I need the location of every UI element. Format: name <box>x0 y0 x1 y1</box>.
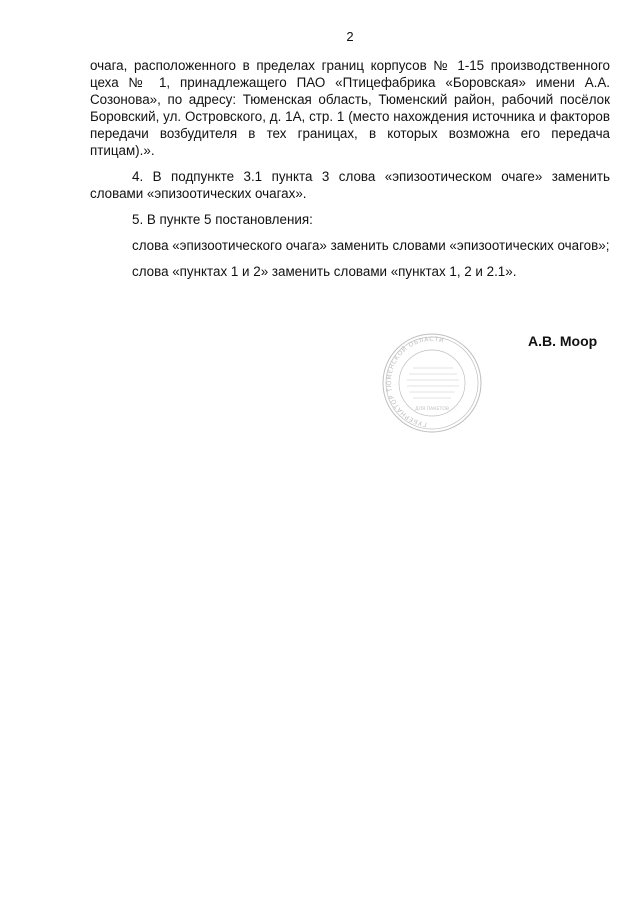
paragraph-item-5: 5. В пункте 5 постановления: <box>132 212 313 227</box>
svg-text:ДЛЯ ПАКЕТОВ: ДЛЯ ПАКЕТОВ <box>414 407 450 412</box>
official-seal-icon <box>373 332 491 435</box>
paragraph-item-5-words-1: слова «эпизоотического очага» заменить словами «эпизоотических очагов»; <box>132 238 610 253</box>
page-number: 2 <box>346 29 354 44</box>
signature-name: А.В. Моор <box>528 333 598 349</box>
document-body <box>90 57 610 289</box>
paragraph-item-5-words-2: слова «пунктах 1 и 2» заменить словами «пунктах 1, 2 и 2.1». <box>132 264 517 279</box>
paragraph-continuation: очага, расположенного в пределах границ корпусов № 1-15 производственного цеха № 1, принадлежащего ПАО «Птицефабрика «Боровская» имени А.А. Созонова», по адресу: Тюменская область, Тюменский район, рабочий посёлок Боровский, ул. Островского, д. 1А, стр. 1 (место нахождения источника и факторов передачи возбудителя в тех границах, в которых возможна его передача птицам).». <box>90 58 610 158</box>
svg-text:ГУБЕРНАТОР ТЮМЕНСКОЙ ОБЛАСТИ: ГУБЕРНАТОР ТЮМЕНСКОЙ ОБЛАСТИ <box>385 335 445 428</box>
paragraph-item-4: 4. В подпункте 3.1 пункта 3 слова «эпизоотическом очаге» заменить словами «эпизоотических очагах». <box>90 169 610 201</box>
